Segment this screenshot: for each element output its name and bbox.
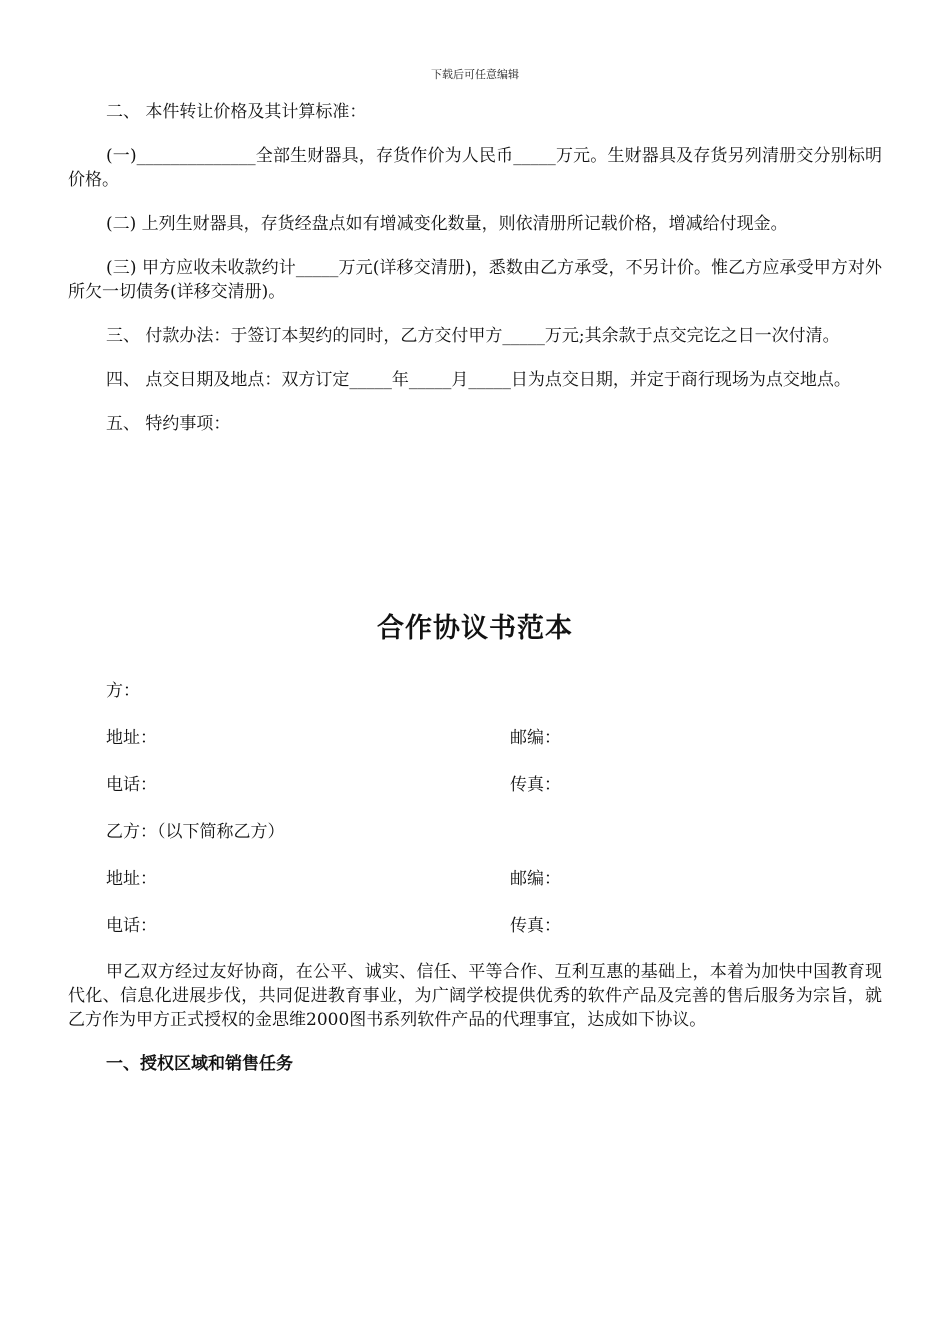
party-a-address-row (68, 726, 882, 750)
party-b-postcode: 邮编： (510, 869, 561, 889)
section-1-heading: 一、授权区域和销售任务 (106, 1054, 293, 1074)
party-b-phone-row (68, 914, 882, 938)
party-b-row (68, 820, 882, 844)
agreement-title: 合作协议书范本 (377, 613, 573, 644)
section-2-item-3: (三) 甲方应收未收款约计_____万元(详移交清册)，悉数由乙方承受，不另计价。惟乙方应承受甲方对外所欠一切债务(详移交清册)。 (68, 258, 882, 302)
section-4-delivery: 四、 点交日期及地点：双方订定_____年_____月_____日为点交日期，并定于商行现场为点交地点。 (106, 370, 851, 390)
party-a-fax: 传真： (510, 775, 561, 795)
party-a-row (68, 679, 882, 703)
section-2-heading: 二、 本件转让价格及其计算标准： (106, 102, 367, 122)
party-b-phone: 电话： (106, 916, 157, 936)
section-2-item-2: (二) 上列生财器具，存货经盘点如有增减变化数量，则依清册所记载价格，增减给付现金。 (106, 214, 788, 234)
party-a-postcode: 邮编： (510, 728, 561, 748)
party-b-fax: 传真： (510, 916, 561, 936)
agreement-intro: 甲乙双方经过友好协商，在公平、诚实、信任、平等合作、互利互惠的基础上，本着为加快中国教育现代化、信息化进展步伐，共同促进教育事业，为广阔学校提供优秀的软件产品及完善的售后服务为宗旨，就乙方作为甲方正式授权的金思维2000图书系列软件产品的代理事宜，达成如下协议。 (68, 962, 882, 1030)
party-b-address-row (68, 867, 882, 891)
party-a-phone: 电话： (106, 775, 157, 795)
section-3-payment: 三、 付款办法：于签订本契约的同时，乙方交付甲方_____万元;其余款于点交完讫之日一次付清。 (106, 326, 840, 346)
party-a-address: 地址： (106, 728, 157, 748)
section-2-item-1: (一)______________全部生财器具，存货作价为人民币_____万元。生财器具及存货另列清册交分别标明价格。 (68, 146, 882, 190)
section-5-special-terms: 五、 特约事项： (106, 414, 231, 434)
party-b-address: 地址： (106, 869, 157, 889)
party-a-phone-row (68, 773, 882, 797)
page-header: 下载后可任意编辑 (431, 68, 519, 81)
party-a-label: 方： (106, 681, 140, 701)
document-body (68, 100, 882, 1076)
party-b-label: 乙方：（以下简称乙方） (106, 822, 285, 842)
